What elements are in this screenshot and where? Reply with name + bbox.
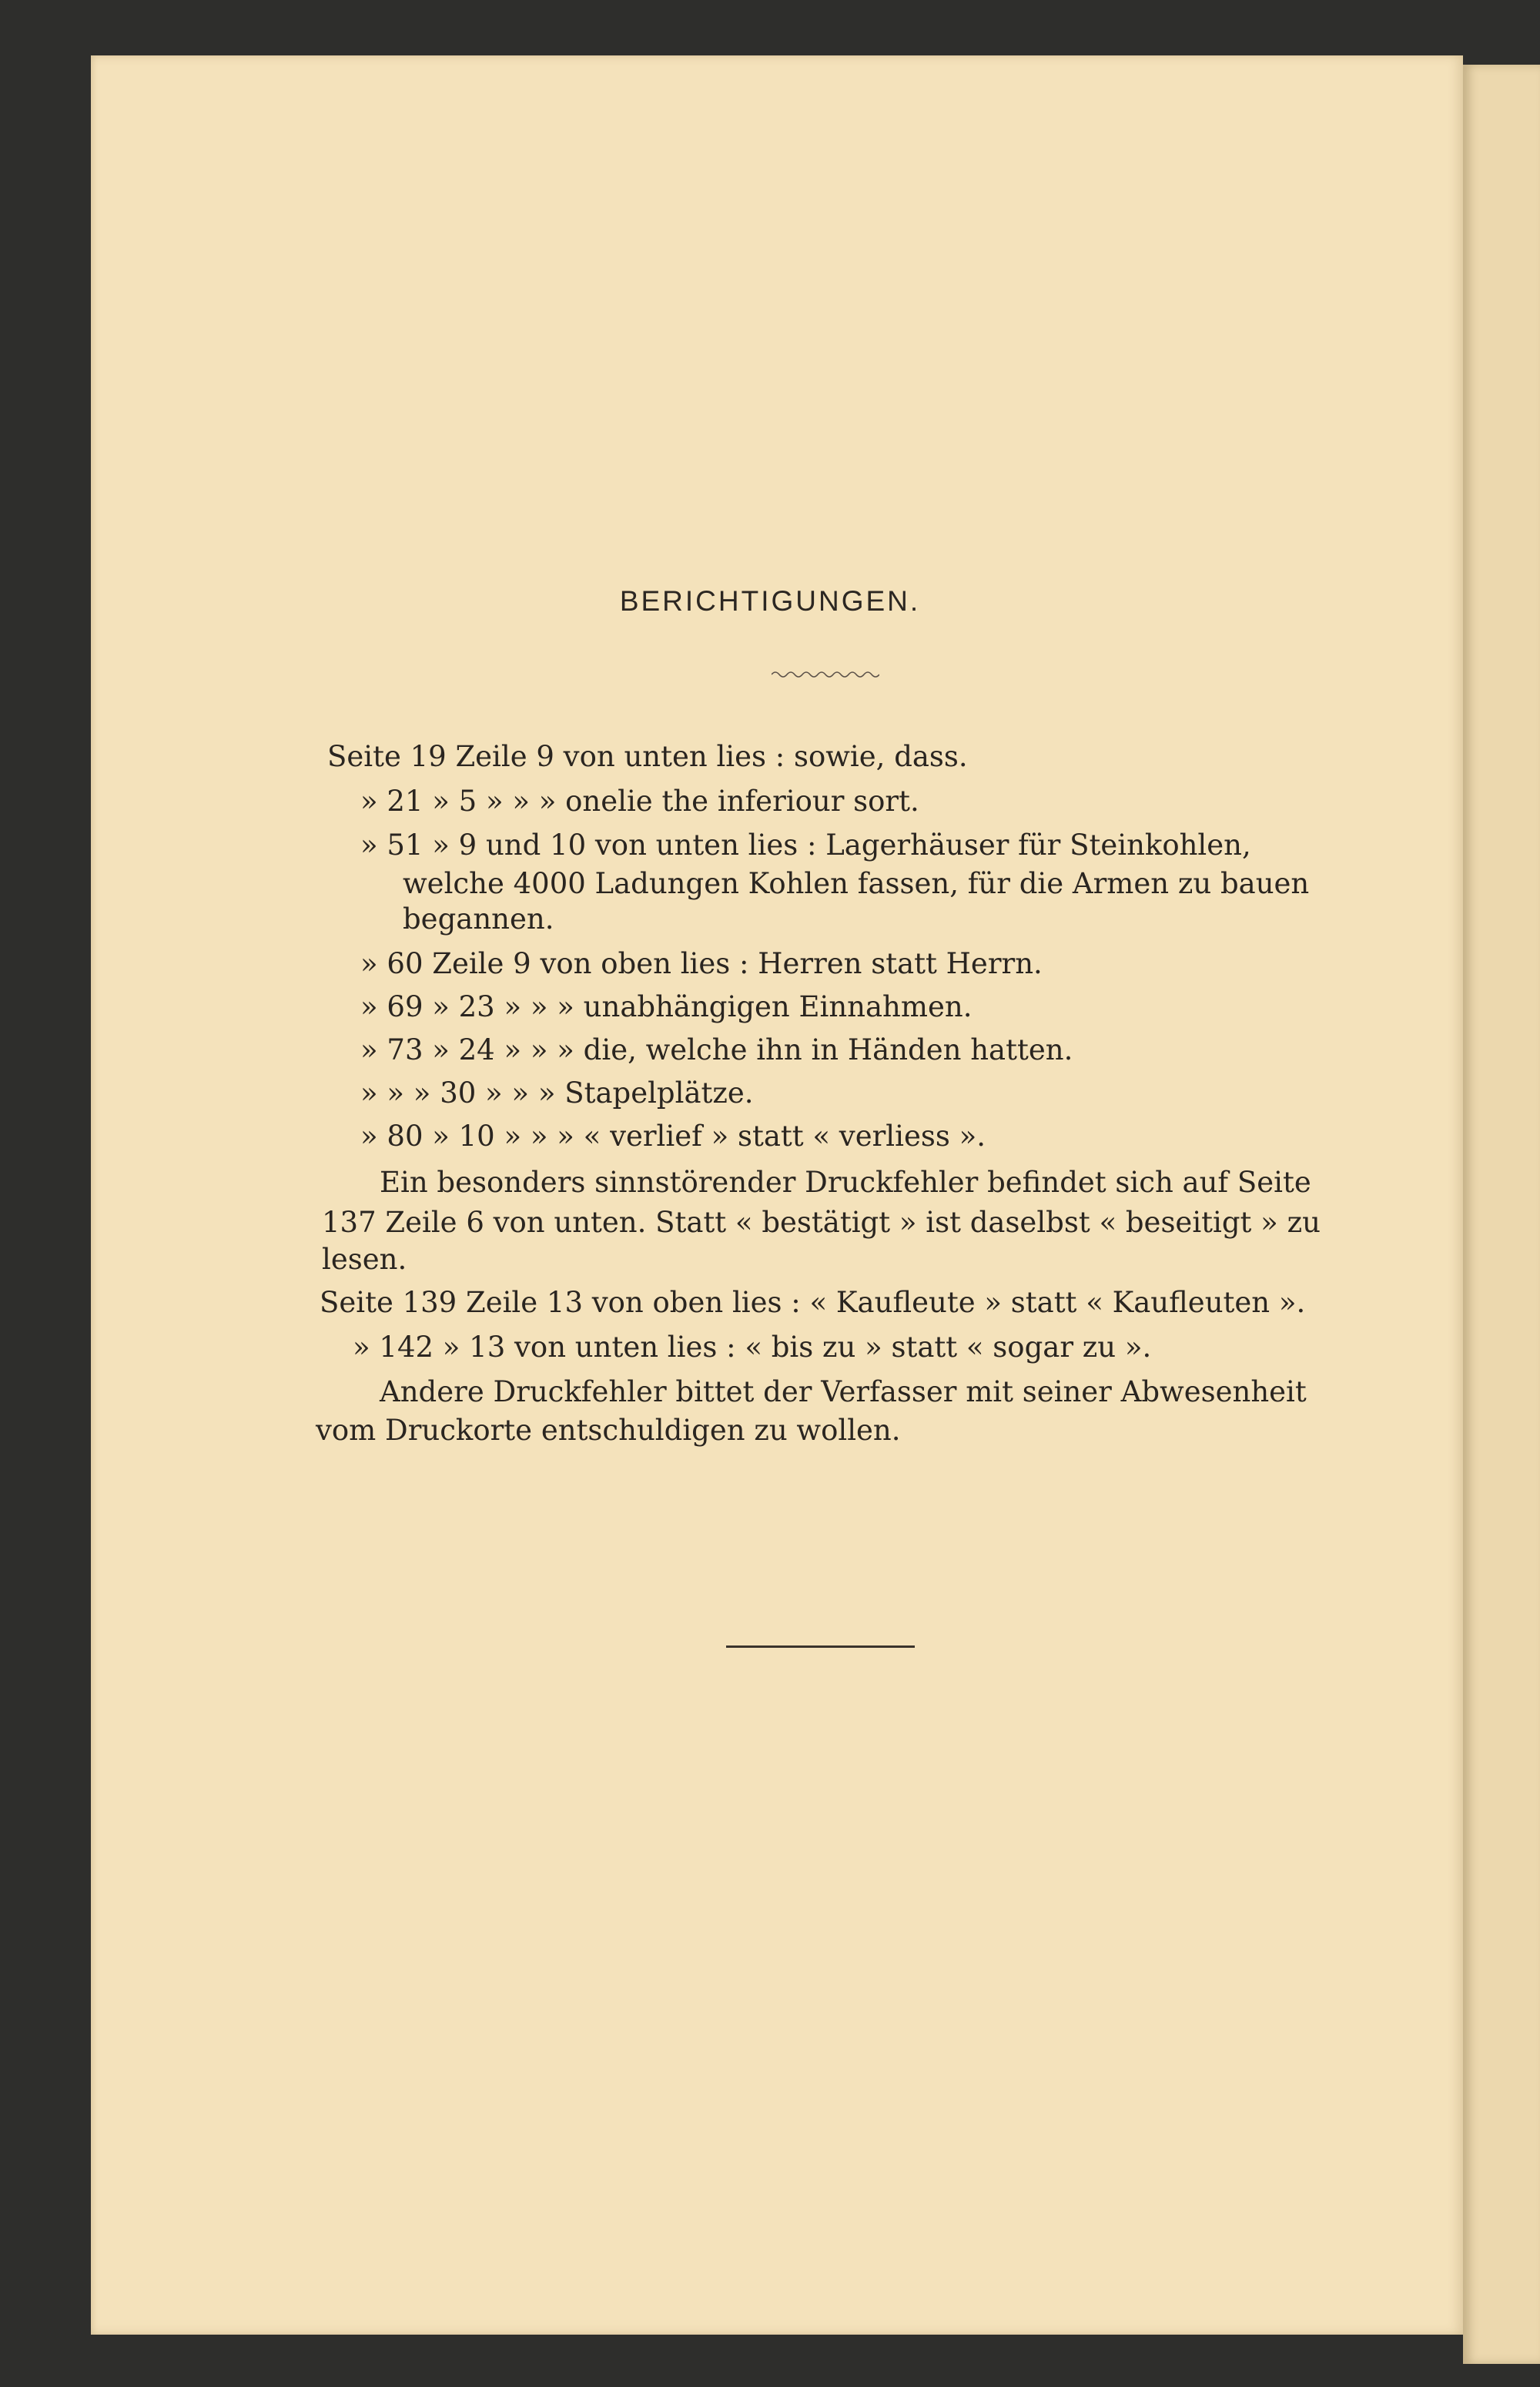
paragraph-2-line-2: vom Druckorte entschuldigen zu wollen.: [316, 1414, 901, 1447]
wavy-ornament: [772, 668, 879, 681]
erratum-line-3: » 51 » 9 und 10 von unten lies : Lagerhäuser für Steinkohlen,: [360, 829, 1251, 862]
erratum-line-6: » 73 » 24 » » » die, welche ihn in Händen hatten.: [360, 1033, 1073, 1066]
erratum-line-2: » 21 » 5 » » » onelie the inferiour sort.: [360, 785, 919, 818]
erratum-line-3-cont: welche 4000 Ladungen Kohlen fassen, für die Armen zu bauen: [403, 867, 1310, 900]
erratum-line-5: » 69 » 23 » » » unabhängigen Einnahmen.: [360, 990, 973, 1023]
erratum-line-7: » » » 30 » » » Stapelplätze.: [360, 1076, 754, 1110]
paragraph-2-line-1: Andere Druckfehler bittet der Verfasser mit seiner Abwesenheit: [380, 1375, 1307, 1408]
paragraph-1-line-2: 137 Zeile 6 von unten. Statt « bestätigt » ist daselbst « beseitigt » zu: [322, 1206, 1321, 1239]
erratum-line-3-end: begannen.: [403, 902, 554, 936]
closing-rule: [726, 1645, 915, 1648]
paragraph-1-line-1: Ein besonders sinnstörender Druckfehler befindet sich auf Seite: [380, 1166, 1311, 1199]
erratum-line-9: Seite 139 Zeile 13 von oben lies : « Kaufleute » statt « Kaufleuten ».: [320, 1286, 1306, 1319]
paragraph-1-line-3: lesen.: [322, 1243, 407, 1276]
next-page-edge: [1463, 65, 1540, 2364]
page-title: BERICHTIGUNGEN.: [619, 585, 921, 617]
erratum-line-8: » 80 » 10 » » » « verlief » statt « verliess ».: [360, 1120, 986, 1153]
erratum-line-10: » 142 » 13 von unten lies : « bis zu » statt « sogar zu ».: [353, 1331, 1152, 1364]
erratum-line-4: » 60 Zeile 9 von oben lies : Herren statt Herrn.: [360, 947, 1043, 980]
erratum-line-1: Seite 19 Zeile 9 von unten lies : sowie, dass.: [327, 740, 968, 773]
